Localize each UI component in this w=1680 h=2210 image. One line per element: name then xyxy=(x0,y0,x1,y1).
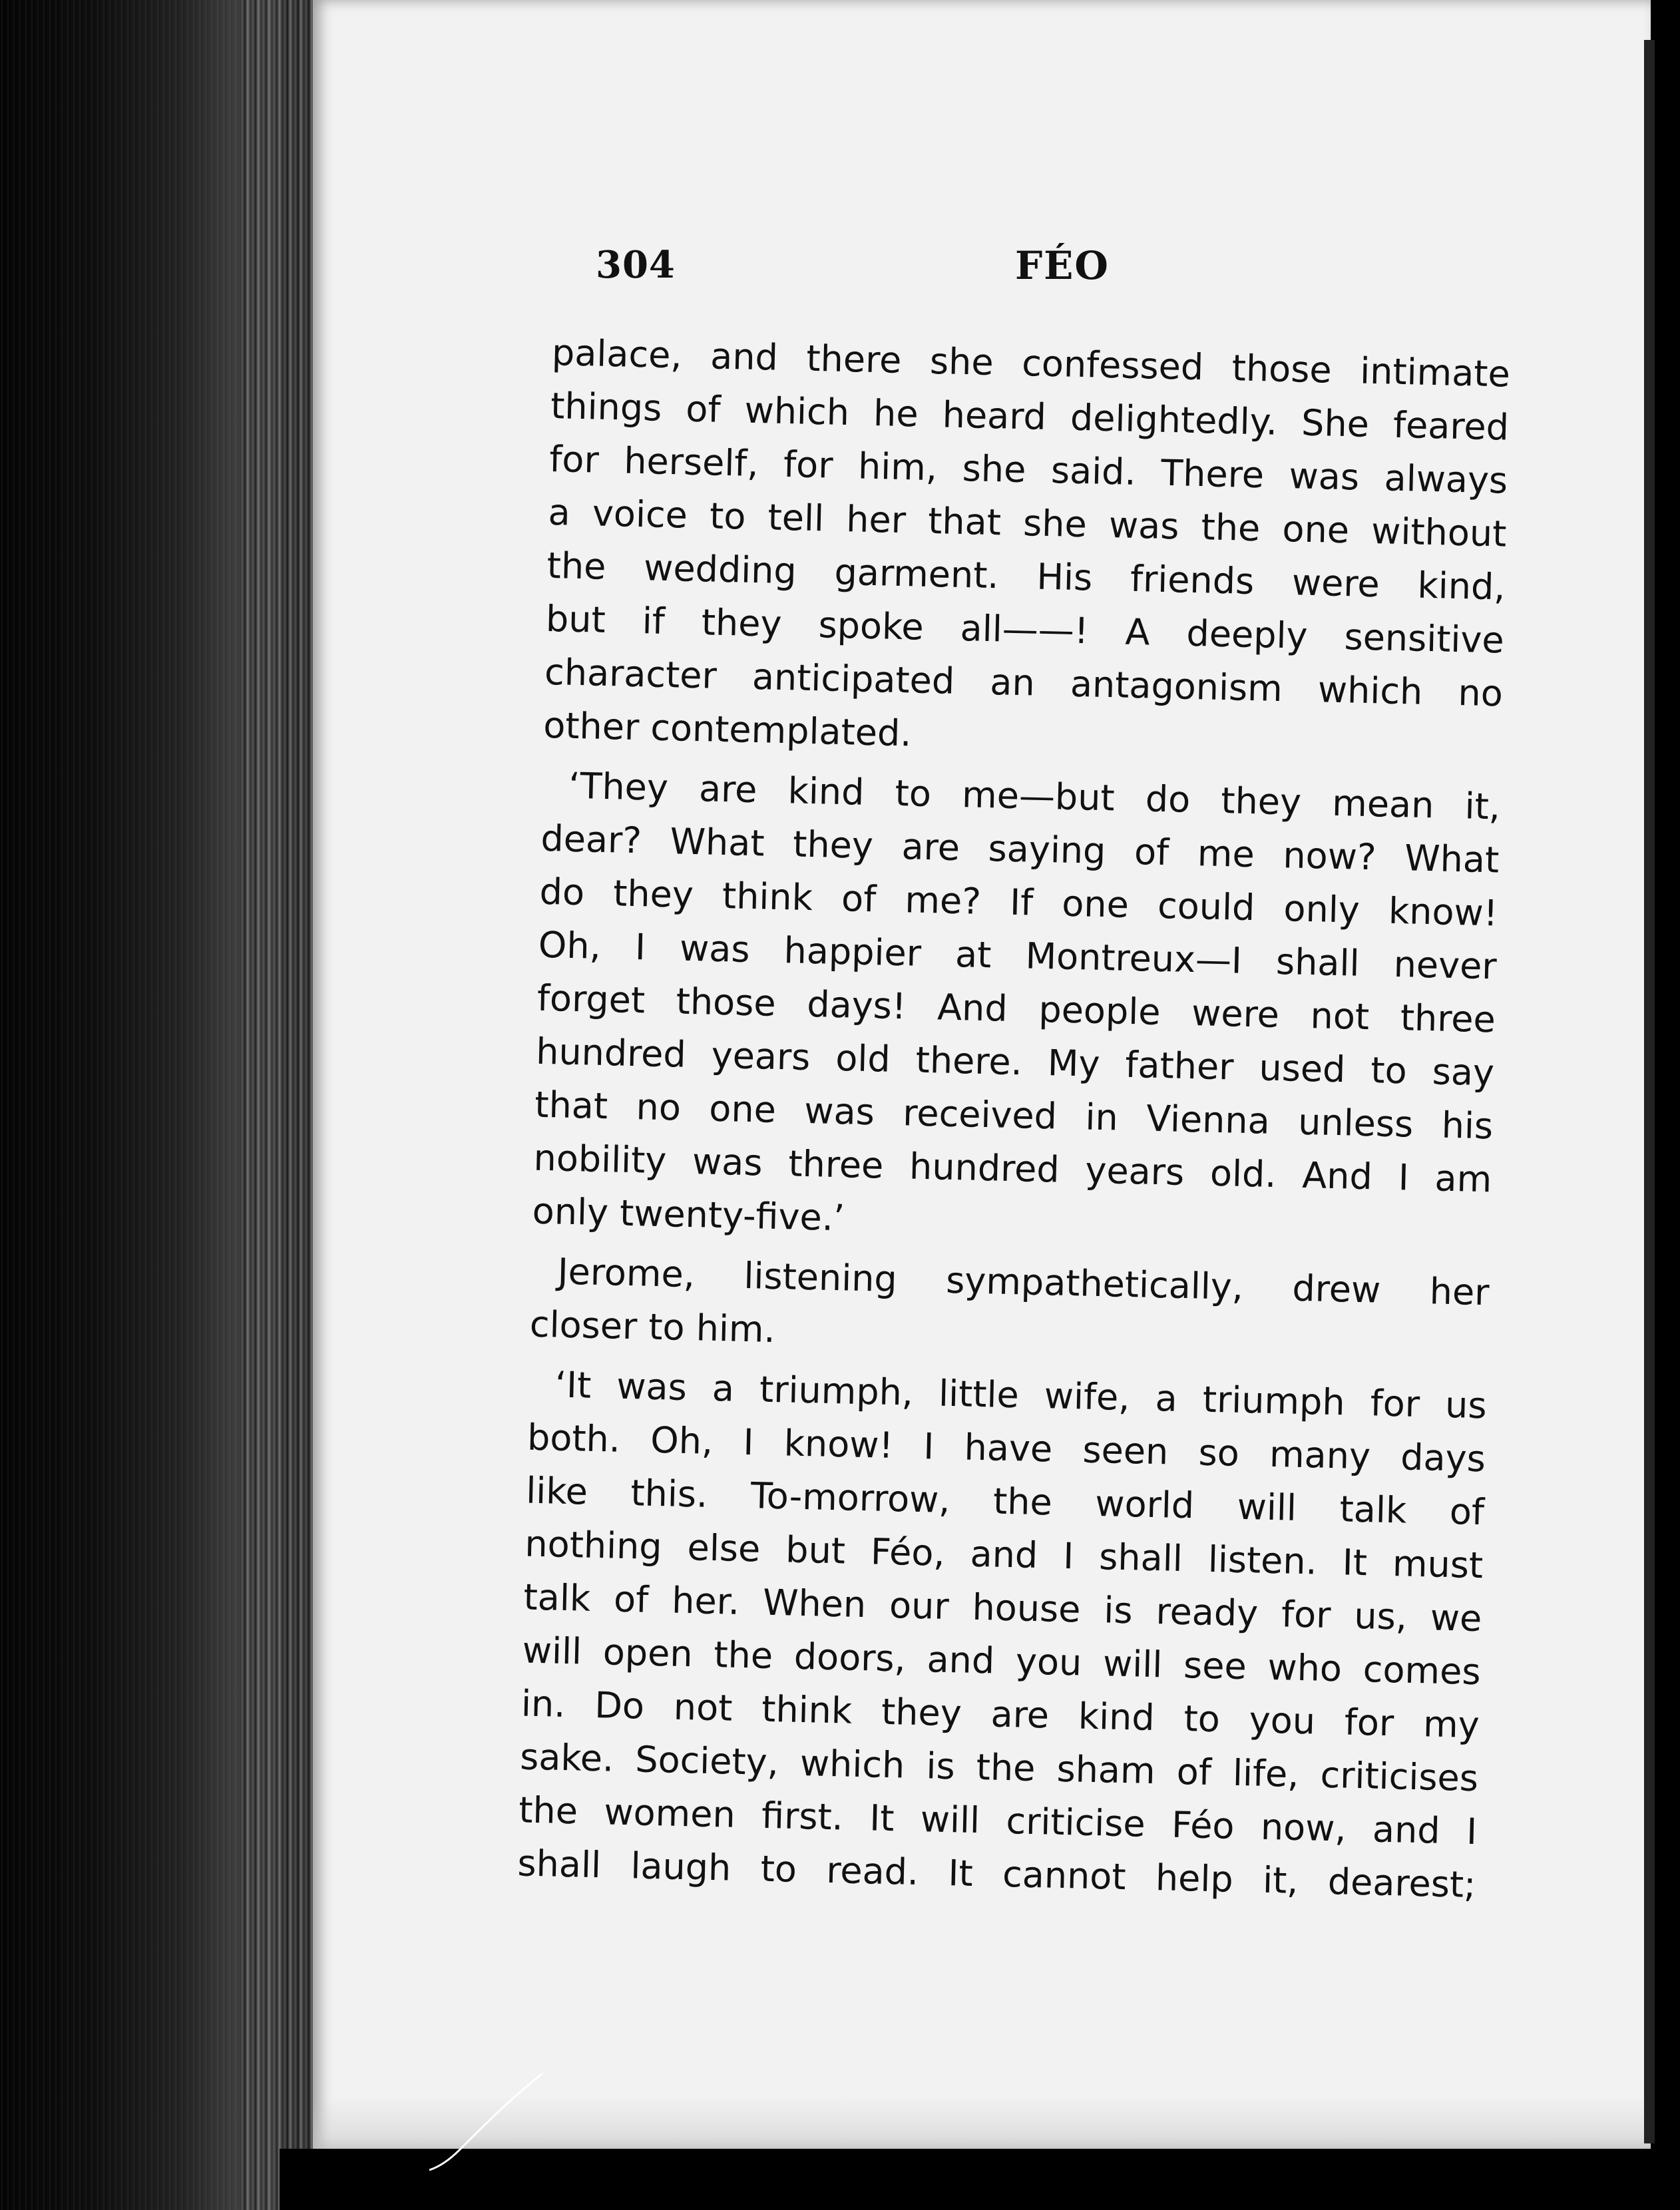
text-line: palace, and there she confessed those intimate xyxy=(551,331,1511,395)
text-line: Oh, I was happier at Montreux—I shall never xyxy=(538,923,1498,988)
text-line: for herself, for him, she said. There was always xyxy=(548,437,1508,502)
text-line: only twenty-five.’ xyxy=(532,1190,845,1239)
text-line: hundred years old there. My father used to say xyxy=(535,1030,1495,1094)
text-line: things of which he heard delightedly. She feared xyxy=(550,384,1510,449)
text-line: sake. Society, which is the sham of life, criticises xyxy=(519,1735,1479,1800)
text-line: dear? What they are saying of me now? What xyxy=(540,817,1500,881)
text-line: in. Do not think they are kind to you for my xyxy=(521,1682,1480,1747)
text-line: forget those days! And people were not three xyxy=(536,977,1496,1041)
body-text xyxy=(517,326,1511,1912)
running-head xyxy=(596,243,1110,303)
text-line: that no one was received in Vienna unless his xyxy=(534,1083,1494,1148)
text-line: but if they spoke all——! A deeply sensitive xyxy=(545,597,1505,662)
text-line: a voice to tell her that she was the one without xyxy=(547,491,1508,555)
text-line: shall laugh to read. It cannot help it, dearest; xyxy=(517,1842,1476,1906)
text-line: ‘It was a triumph, little wife, a triumph for us xyxy=(554,1363,1488,1427)
text-line: Jerome, listening sympathetically, drew her xyxy=(557,1250,1490,1314)
text-line: do they think of me? If one could only know! xyxy=(539,870,1499,935)
text-line: talk of her. When our house is ready for us, we xyxy=(523,1576,1483,1640)
text-line: both. Oh, I know! I have seen so many days xyxy=(526,1416,1486,1480)
text-line: nothing else but Féo, and I shall listen. It must xyxy=(524,1522,1484,1587)
text-line: nobility was three hundred years old. And I am xyxy=(532,1136,1492,1201)
text-line: closer to him. xyxy=(529,1303,776,1351)
text-line: like this. To-morrow, the world will talk of xyxy=(525,1469,1485,1534)
book-spine xyxy=(0,0,280,2210)
text-line: the wedding garment. His friends were kind, xyxy=(546,544,1506,608)
text-line: the women first. It will criticise Féo now, and I xyxy=(518,1789,1478,1853)
text-line: ‘They are kind to me—but do they mean it, xyxy=(568,764,1501,828)
scan-scratch-mark xyxy=(426,2070,546,2177)
page-edges xyxy=(240,0,319,2210)
right-page-edge xyxy=(1644,40,1655,2143)
text-line: character anticipated an antagonism which no xyxy=(544,650,1504,715)
text-line: other contemplated. xyxy=(542,704,913,755)
running-title: FÉO xyxy=(1015,243,1110,288)
page-number: 304 xyxy=(596,243,676,287)
text-line: will open the doors, and you will see who comes xyxy=(522,1629,1482,1693)
